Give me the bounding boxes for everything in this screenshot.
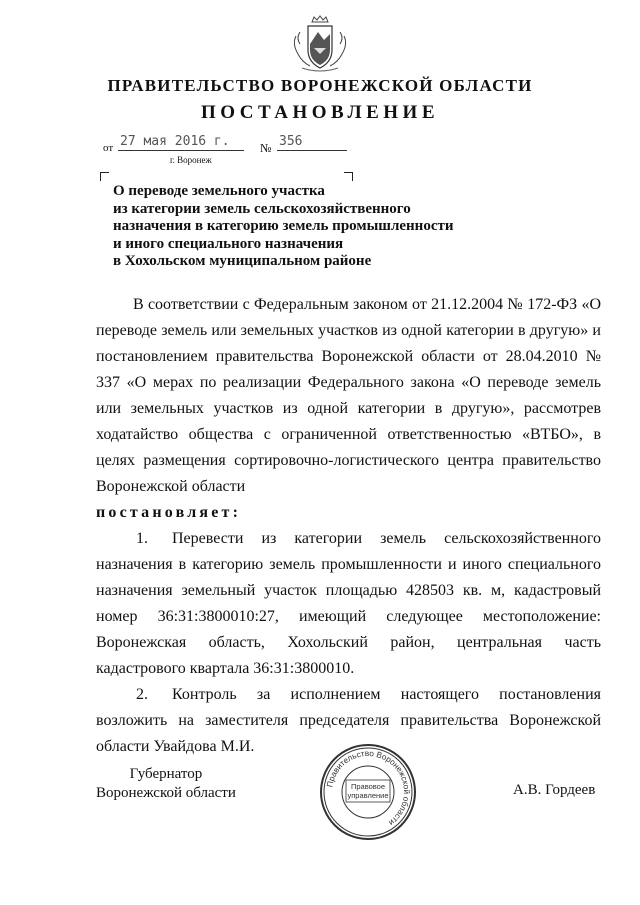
issue-city: г. Воронеж <box>170 155 212 165</box>
subject-corner-right <box>344 172 353 181</box>
subject-line: и иного специального назначения <box>113 235 344 252</box>
subject-corner-left <box>100 172 109 181</box>
document-type-title: ПОСТАНОВЛЕНИЕ <box>200 102 440 123</box>
subject-line: О переводе земельного участка <box>113 183 325 199</box>
signatory-name: А.В. Гордеев <box>513 782 596 798</box>
subject-line: из категории земель сельскохозяйственного <box>113 200 411 217</box>
resolution-item-1 <box>96 526 601 682</box>
date-prefix: от <box>103 142 114 154</box>
official-stamp <box>318 742 418 842</box>
subject-line: назначения в категорию земель промышленности <box>113 218 454 234</box>
coat-of-arms-emblem <box>288 14 352 74</box>
subject-line: в Хохольском муниципальном районе <box>113 253 372 269</box>
item-text: Контроль за исполнением настоящего постановления возложить на заместителя председателя правительства Воронежской области Увайдова М.И. <box>96 686 601 755</box>
item-number: 1. <box>136 530 148 547</box>
document-number: 356 <box>277 134 347 151</box>
stamp-ring-text: Правительство Воронежской области <box>325 748 412 828</box>
stamp-center-line: управление <box>347 791 389 800</box>
signatory-position <box>96 765 236 803</box>
document-body <box>96 292 601 760</box>
item-text: Перевести из категории земель сельскохозяйственного назначения в категорию земель промышленности и иного специального назначения земельный участок площадью 428503 кв. м, кадастровый номер 36:31:3800010:27, имеющий следующее местоположение: Воронежская область, Хохольский район, центральная часть кадастрового квартала 36:31:3800010. <box>96 530 601 677</box>
preamble-paragraph: В соответствии с Федеральным законом от 21.12.2004 № 172-ФЗ «О переводе земель или земельных участков из одной категории в другую» и постановлением правительства Воронежской области от 28.04.2010 № 337 «О мерах по реализации Федерального закона «О переводе земель или земельных участков из одной категории в другую», рассмотрев ходатайство общества с ограниченной ответственностью «ВТБО», в целях размещения сортировочно-логистического центра правительство Воронежской области <box>96 296 601 495</box>
resolves-keyword: постановляет: <box>96 504 242 521</box>
document-date: 27 мая 2016 г. <box>118 134 244 151</box>
item-number: 2. <box>136 686 148 703</box>
government-title: ПРАВИТЕЛЬСТВО ВОРОНЕЖСКОЙ ОБЛАСТИ <box>107 76 533 95</box>
position-line: Губернатор <box>129 766 203 782</box>
document-subject <box>113 183 473 271</box>
number-prefix: № <box>260 141 272 155</box>
stamp-center-line: Правовое <box>350 782 386 791</box>
position-line: Воронежской области <box>96 785 236 801</box>
